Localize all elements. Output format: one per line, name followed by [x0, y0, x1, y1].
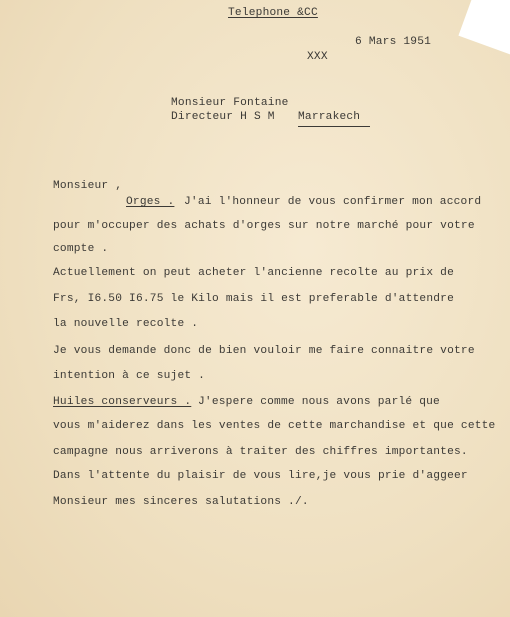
- body-line-11: campagne nous arriverons à traiter des chiffres importantes.: [53, 446, 468, 458]
- header-telephone: Telephone &CC: [228, 7, 318, 19]
- body-line-13: Monsieur mes sinceres salutations ./.: [53, 496, 309, 508]
- salutation: Monsieur ,: [53, 180, 123, 192]
- body-line-4: Actuellement on peut acheter l'ancienne recolte au prix de: [53, 267, 454, 279]
- body-line-1: J'ai l'honneur de vous confirmer mon accord: [184, 196, 482, 208]
- reference-mark: XXX: [307, 51, 328, 63]
- recipient-city: Marrakech: [298, 111, 361, 123]
- body-line-6: la nouvelle recolte .: [53, 318, 199, 330]
- city-underline: [298, 126, 370, 127]
- body-line-12: Dans l'attente du plaisir de vous lire,je vous prie d'aggeer: [53, 470, 468, 482]
- letter-date: 6 Mars 1951: [355, 36, 432, 48]
- body-line-10: vous m'aiderez dans les ventes de cette marchandise et que cette: [53, 420, 496, 432]
- body-line-8: intention à ce sujet .: [53, 370, 206, 382]
- body-line-5: Frs, I6.50 I6.75 le Kilo mais il est preferable d'attendre: [53, 293, 454, 305]
- body-line-9: J'espere comme nous avons parlé que: [198, 396, 440, 408]
- section-huiles-label: Huiles conserveurs .: [53, 396, 192, 408]
- section-orges-label: Orges .: [126, 196, 175, 208]
- torn-corner: [458, 0, 510, 60]
- body-line-3: compte .: [53, 243, 109, 255]
- body-line-7: Je vous demande donc de bien vouloir me faire connaitre votre: [53, 345, 475, 357]
- body-line-2: pour m'occuper des achats d'orges sur notre marché pour votre: [53, 220, 475, 232]
- recipient-title: Directeur H S M: [171, 111, 275, 123]
- recipient-name: Monsieur Fontaine: [171, 97, 289, 109]
